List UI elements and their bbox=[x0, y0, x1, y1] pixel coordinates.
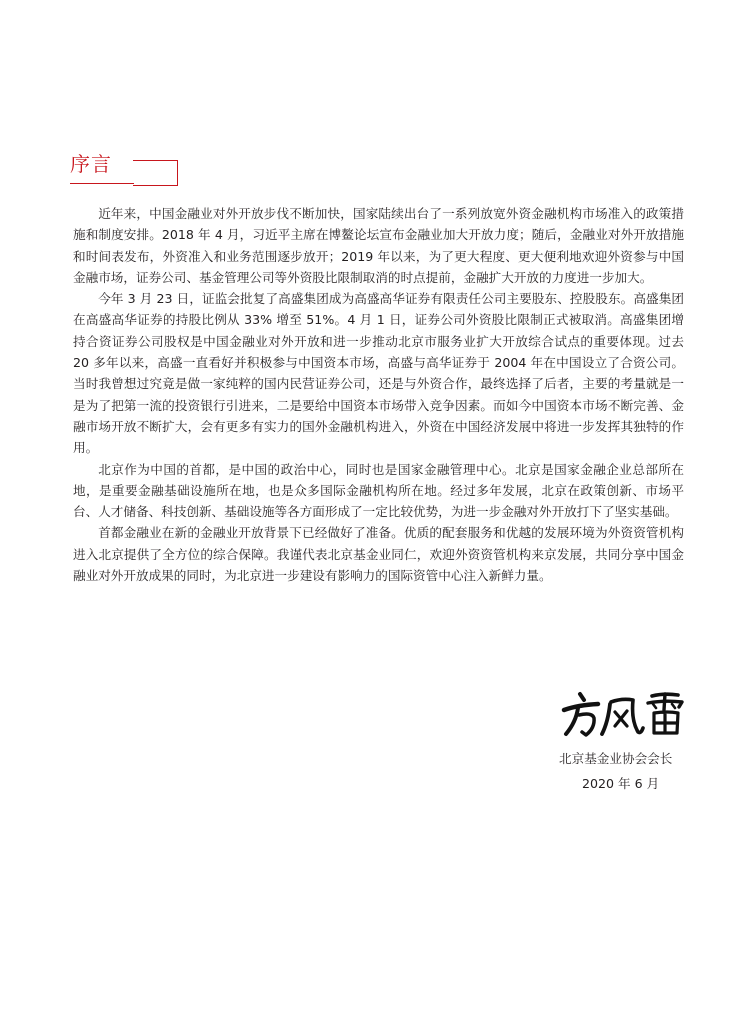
paragraph-1: 近年来，中国金融业对外开放步伐不断加快，国家陆续出台了一系列放宽外资金融机构市场准入的政策措施和制度安排。2018 年 4 月，习近平主席在博鳌论坛宣布金融业加大开放力度；随后，金融业对外开放措施和时间表发布，外资准入和业务范围逐步放开；2019 年以来，为了更大程度、更大便利地欢迎外资参与中国金融市场，证券公司、基金管理公司等外资股比限制取消的时点提前，金融扩大开放的力度进一步加大。 bbox=[73, 206, 684, 285]
page-heading: 序言 bbox=[70, 152, 112, 176]
paragraph-4: 首都金融业在新的金融业开放背景下已经做好了准备。优质的配套服务和优越的发展环境为外资资管机构进入北京提供了全方位的综合保障。我谨代表北京基金业同仁，欢迎外资资管机构来京发展，共同分享中国金融业对外开放成果的同时，为北京进一步建设有影响力的国际资管中心注入新鲜力量。 bbox=[73, 525, 684, 584]
heading-decoration-bracket bbox=[133, 160, 178, 186]
signature-date: 2020 年 6 月 bbox=[582, 776, 660, 791]
handwritten-signature bbox=[558, 688, 686, 740]
preface-body bbox=[73, 203, 684, 586]
signatory-title: 北京基金业协会会长 bbox=[559, 751, 673, 766]
paragraph-2: 今年 3 月 23 日，证监会批复了高盛集团成为高盛高华证券有限责任公司主要股东、控股股东。高盛集团在高盛高华证券的持股比例从 33% 增至 51%。4 月 1 日，证券公司外资股比限制正式被取消。高盛集团增持合资证券公司股权是中国金融业对外开放和进一步推动北京市服务业扩大开放综合试点的重要体现。过去 20 多年以来，高盛一直看好并积极参与中国资本市场，高盛与高华证券于 2004 年在中国设立了合资公司。当时我曾想过究竟是做一家纯粹的国内民营证券公司，还是与外资合作，最终选择了后者，主要的考量就是一是为了把第一流的投资银行引进来，二是要给中国资本市场带入竞争因素。而如今中国资本市场不断完善、金融市场开放不断扩大，会有更多有实力的国外金融机构进入，外资在中国经济发展中将进一步发挥其独特的作用。 bbox=[73, 291, 684, 456]
paragraph-3: 北京作为中国的首都，是中国的政治中心，同时也是国家金融管理中心。北京是国家金融企业总部所在地，是重要金融基础设施所在地，也是众多国际金融机构所在地。经过多年发展，北京在政策创新、市场平台、人才储备、科技创新、基础设施等各方面形成了一定比较优势，为进一步金融对外开放打下了坚实基础。 bbox=[73, 461, 684, 520]
heading-underline bbox=[70, 183, 134, 184]
